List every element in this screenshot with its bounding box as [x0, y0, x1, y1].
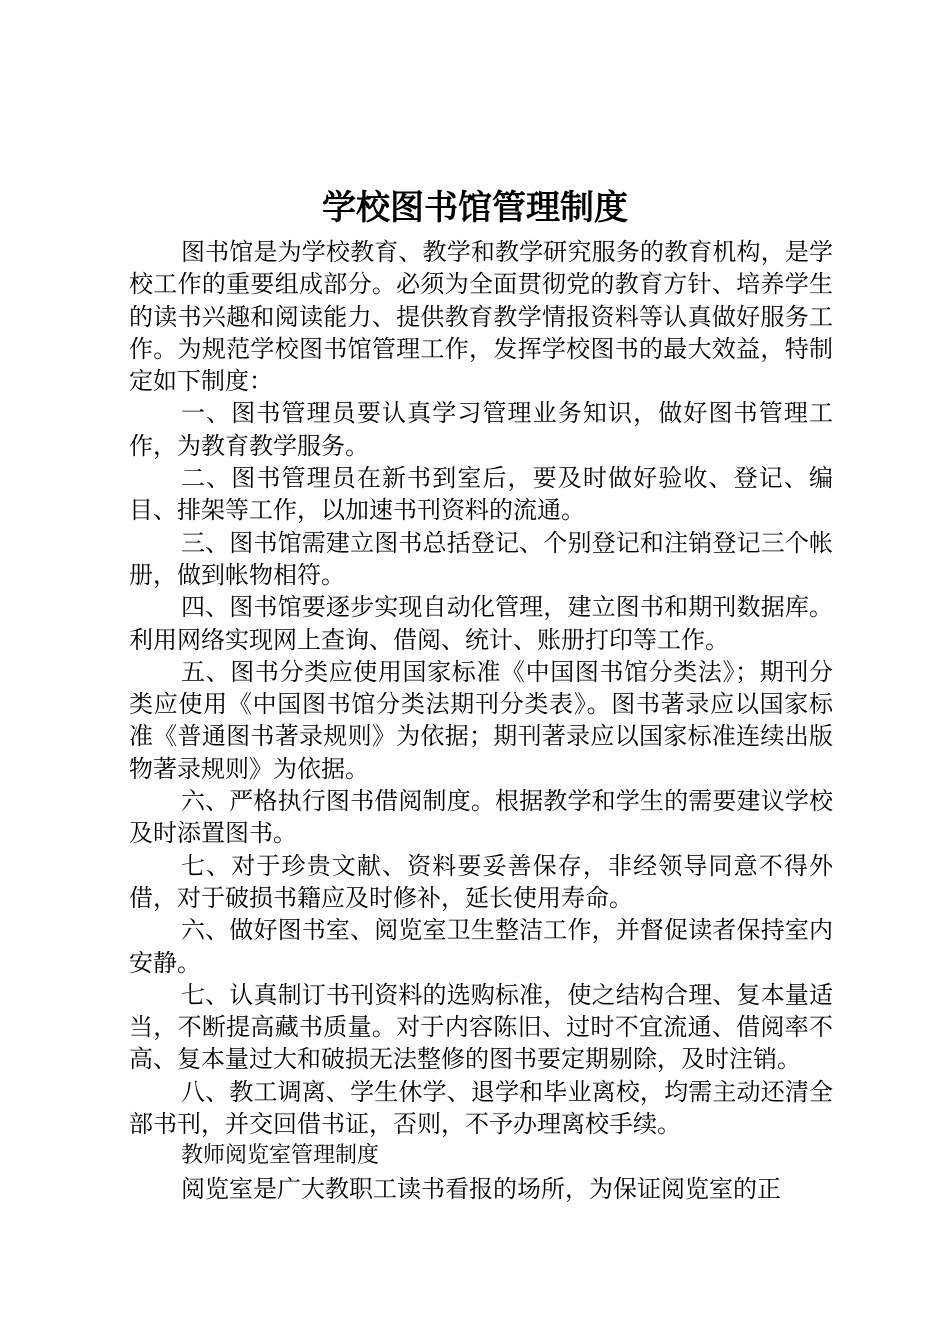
paragraph-intro: 图书馆是为学校教育、教学和教学研究服务的教育机构，是学校工作的重要组成部分。必须为全面贯彻党的教育方针、培养学生的读书兴趣和阅读能力、提供教育教学情报资料等认真做好服务工作。为规范学校图书馆管理工作，发挥学校图书的最大效益，特制定如下制度： [129, 238, 833, 396]
paragraph-rule-4: 四、图书馆要逐步实现自动化管理，建立图书和期刊数据库。利用网络实现网上查询、借阅、统计、账册打印等工作。 [129, 593, 833, 654]
paragraph-rule-6b: 六、做好图书室、阅览室卫生整洁工作，并督促读者保持室内安静。 [129, 916, 833, 977]
paragraph-rule-5: 五、图书分类应使用国家标准《中国图书馆分类法》；期刊分类应使用《中国图书馆分类法期刊分类表》。图书著录应以国家标准《普通图书著录规则》为依据；期刊著录应以国家标准连续出版物著录规则》为依据。 [129, 657, 833, 783]
section-subheading: 教师阅览室管理制度 [181, 1143, 380, 1169]
paragraph-rule-6: 六、严格执行图书借阅制度。根据教学和学生的需要建议学校及时添置图书。 [129, 787, 833, 848]
paragraph-rule-8: 八、教工调离、学生休学、退学和毕业离校，均需主动还清全部书刊，并交回借书证，否则，不予办理离校手续。 [129, 1077, 833, 1139]
paragraph-reading-room: 阅览室是广大教职工读书看报的场所，为保证阅览室的正 [181, 1174, 781, 1203]
paragraph-rule-2: 二、图书管理员在新书到室后，要及时做好验收、登记、编目、排架等工作，以加速书刊资料的流通。 [129, 464, 833, 525]
paragraph-rule-7: 七、对于珍贵文献、资料要妥善保存，非经领导同意不得外借，对于破损书籍应及时修补，延长使用寿命。 [129, 851, 833, 912]
document-title: 学校图书馆管理制度 [322, 188, 628, 228]
paragraph-rule-3: 三、图书馆需建立图书总括登记、个别登记和注销登记三个帐册，做到帐物相符。 [129, 528, 833, 589]
document-body [129, 236, 833, 1205]
paragraph-rule-1: 一、图书管理员要认真学习管理业务知识，做好图书管理工作，为教育教学服务。 [129, 399, 833, 460]
paragraph-rule-7b: 七、认真制订书刊资料的选购标准，使之结构合理、复本量适当，不断提高藏书质量。对于内容陈旧、过时不宜流通、借阅率不高、复本量过大和破损无法整修的图书要定期剔除，及时注销。 [129, 980, 833, 1074]
